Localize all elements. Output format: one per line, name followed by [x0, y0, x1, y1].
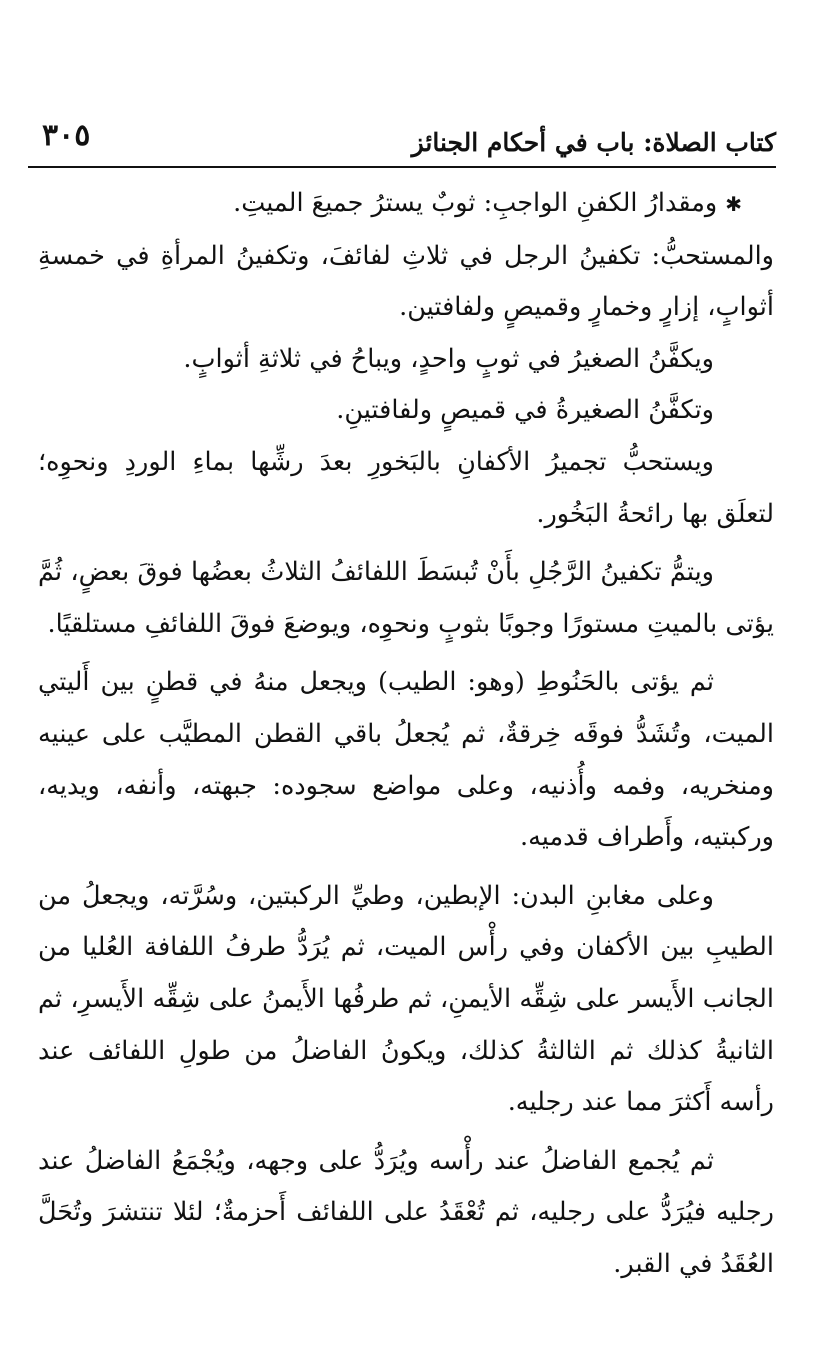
body-text: [38, 178, 774, 1290]
paragraph-5: ويستحبُّ تجميرُ الأكفانِ بالبَخورِ بعدَ رشِّها بماءِ الوردِ ونحوِه؛ لتعلَق بها رائحةُ البَخُور.: [38, 446, 774, 529]
running-head: [28, 112, 776, 164]
star-icon: ✱: [725, 192, 742, 216]
paragraph-4: وتكفَّنُ الصغيرةُ في قميصٍ ولفافتينِ.: [336, 395, 714, 426]
paragraph-7: ثم يؤتى بالحَنُوطِ (وهو: الطيب) ويجعل منهُ في قطنٍ بين أَليتي الميت، وتُشَدُّ فوقَه خِرقةٌ، ثم يُجعلُ باقي القطن المطيَّب على عينيه ومنخريه، وفمه وأُذنيه، وعلى مواضع سجوده: جبهته، وأنفه، ويديه، وركبتيه، وأَطراف قدميه.: [38, 667, 774, 853]
paragraph-8: وعلى مغابنِ البدن: الإبطين، وطيِّ الركبتين، وسُرَّته، ويجعلُ من الطيبِ بين الأكفان وفي رأْس الميت، ثم يُرَدُّ طرفُ اللفافة العُليا من الجانب الأَيسر على شِقِّه الأيمنِ، ثم طرفُها الأَيمنُ على شِقِّه الأَيسرِ، ثم الثانيةُ كذلك ثم الثالثةُ كذلك، ويكونُ الفاضلُ من طولِ اللفائف عند رأسه أَكثرَ مما عند رجليه.: [38, 880, 774, 1118]
paragraph-3: ويكفَّنُ الصغيرُ في ثوبٍ واحدٍ، ويباحُ في ثلاثةِ أثوابٍ.: [183, 343, 714, 374]
page-number: ٣٠٥: [42, 118, 91, 153]
paragraph-1: [38, 178, 774, 231]
running-title: كتاب الصلاة: باب في أحكام الجنائز: [411, 128, 776, 157]
header-rule: [28, 166, 776, 168]
paragraph-6: ويتمُّ تكفينُ الرَّجُلِ بأَنْ تُبسَطَ اللفائفُ الثلاثُ بعضُها فوقَ بعضٍ، ثُمَّ يؤتى بالميتِ مستورًا وجوبًا بثوبٍ ونحوِه، ويوضعَ فوقَ اللفائفِ مستلقيًا.: [38, 557, 774, 639]
paragraph-2: والمستحبُّ: تكفينُ الرجل في ثلاثِ لفائفَ، وتكفينُ المرأةِ في خمسةِ أثوابٍ، إزارٍ وخمارٍ وقميصٍ ولفافتين.: [38, 240, 774, 323]
paragraph-9: ثم يُجمع الفاضلُ عند رأْسه ويُرَدُّ على وجهه، ويُجْمَعُ الفاضلُ عند رجليه فيُرَدُّ على رجليه، ثم تُعْقَدُ على اللفائف أَحزمةٌ؛ لئلا تنتشرَ وتُحَلَّ العُقَدُ في القبر.: [38, 1145, 774, 1279]
paragraph-text: ومقدارُ الكفنِ الواجبِ: ثوبٌ يسترُ جميعَ الميتِ.: [233, 188, 718, 218]
